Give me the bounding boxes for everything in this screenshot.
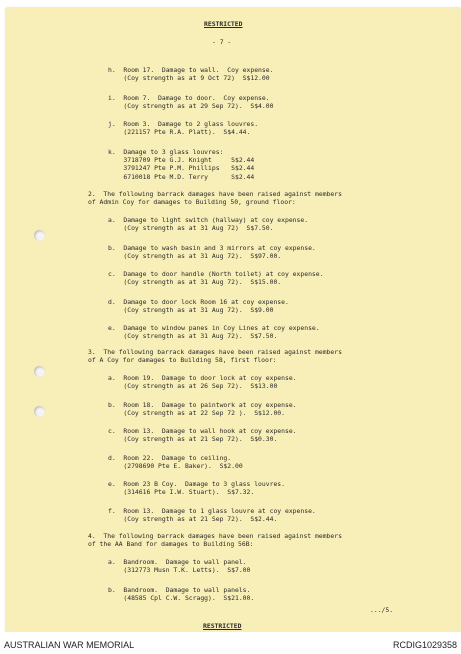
document-line: (Coy strength as at 26 Sep 72). S$13.00 bbox=[108, 382, 278, 391]
classification-header: RESTRICTED bbox=[204, 20, 243, 28]
archive-reference: RCDIG1029358 bbox=[392, 640, 457, 650]
document-line: (Coy strength as at 31 Aug 72) S$7.50. bbox=[108, 224, 274, 233]
document-line: 3. The following barrack damages have been raised against members bbox=[88, 348, 342, 356]
punch-hole bbox=[34, 406, 45, 417]
document-line: k. Damage to 3 glass louvres: bbox=[108, 148, 224, 156]
archive-footer bbox=[0, 632, 461, 654]
document-line: c. Damage to door handle (North toilet) at coy expense. bbox=[108, 270, 324, 278]
punch-hole bbox=[34, 230, 45, 241]
document-line: a. Room 19. Damage to door lock at coy expense. bbox=[108, 374, 297, 382]
document-line: b. Room 18. Damage to paintwork at coy expense. bbox=[108, 401, 297, 409]
document-line: (312773 Musn T.K. Letts). S$7.00 bbox=[108, 566, 251, 575]
document-line: (Coy strength as at 31 Aug 72). S$97.00. bbox=[108, 252, 282, 261]
document-line: (Coy strength as at 9 Oct 72) S$12.00 bbox=[108, 74, 270, 83]
document-line: (Coy strength as at 31 Aug 72). S$15.00. bbox=[108, 278, 282, 287]
document-line: (Coy strength as at 29 Sep 72). S$4.00 bbox=[108, 102, 274, 111]
page-number: - 7 - bbox=[212, 38, 232, 46]
document-line: of the AA Band for damages to Building 56B: bbox=[88, 540, 254, 549]
document-line: 2. The following barrack damages have been raised against members bbox=[88, 190, 342, 198]
document-line: (Coy strength as at 31 Aug 72). S$7.50. bbox=[108, 332, 278, 341]
document-line: (314616 Pte I.W. Stuart). S$7.32. bbox=[108, 488, 255, 497]
document-line: (Coy strength as at 21 Sep 72). S$2.44. bbox=[108, 515, 278, 524]
continuation-marker: .../5. bbox=[370, 606, 394, 614]
document-line: b. Bandroom. Damage to wall panels. bbox=[108, 586, 251, 594]
document-line: a. Damage to light switch (hallway) at coy expense. bbox=[108, 216, 309, 224]
document-line: (Coy strength as at 21 Sep 72). S$0.30. bbox=[108, 435, 278, 444]
document-line: 3791247 Pte P.M. Phillips S$2.44 bbox=[108, 164, 255, 173]
document-line: f. Room 13. Damage to 1 glass louvre at coy expense. bbox=[108, 507, 316, 515]
document-line: h. Room 17. Damage to wall. Coy expense. bbox=[108, 66, 274, 74]
document-line: (48585 Cpl C.W. Scragg). S$21.00. bbox=[108, 594, 255, 603]
classification-footer: RESTRICTED bbox=[203, 622, 242, 630]
document-line: of Admin Coy for damages to Building 50, ground floor: bbox=[88, 198, 296, 207]
document-line: of A Coy for damages to Building 58, first floor: bbox=[88, 356, 277, 365]
document-line: (Coy strength as at 31 Aug 72). S$9.00 bbox=[108, 306, 274, 315]
document-line: e. Room 23 B Coy. Damage to 3 glass louvres. bbox=[108, 480, 285, 488]
document-line: d. Damage to door lock Room 16 at coy expense. bbox=[108, 298, 289, 306]
archive-name: AUSTRALIAN WAR MEMORIAL bbox=[4, 640, 135, 650]
document-page bbox=[6, 8, 461, 632]
document-line: 6710018 Pte M.D. Terry S$2.44 bbox=[108, 172, 255, 181]
document-line: 4. The following barrack damages have been raised against members bbox=[88, 532, 342, 540]
document-line: b. Damage to wash basin and 3 mirrors at coy expense. bbox=[108, 244, 316, 252]
document-line: (221157 Pte R.A. Platt). S$4.44. bbox=[108, 128, 251, 137]
document-line: e. Damage to window panes in Coy Lines at coy expense. bbox=[108, 324, 320, 332]
document-line: c. Room 13. Damage to wall hook at coy expense. bbox=[108, 427, 297, 435]
document-line: (Coy strength as at 22 Sep 72 ). S$12.00. bbox=[108, 409, 285, 418]
document-line: d. Room 22. Damage to ceiling. bbox=[108, 454, 232, 462]
document-line: i. Room 7. Damage to door. Coy expense. bbox=[108, 94, 270, 102]
punch-hole bbox=[34, 366, 45, 377]
document-line: 3718709 Pte G.J. Knight S$2.44 bbox=[108, 156, 255, 165]
document-line: j. Room 3. Damage to 2 glass louvres. bbox=[108, 120, 259, 128]
document-line: (2798690 Pte E. Baker). S$2.00 bbox=[108, 462, 243, 471]
document-line: a. Bandroom. Damage to wall panel. bbox=[108, 558, 247, 566]
